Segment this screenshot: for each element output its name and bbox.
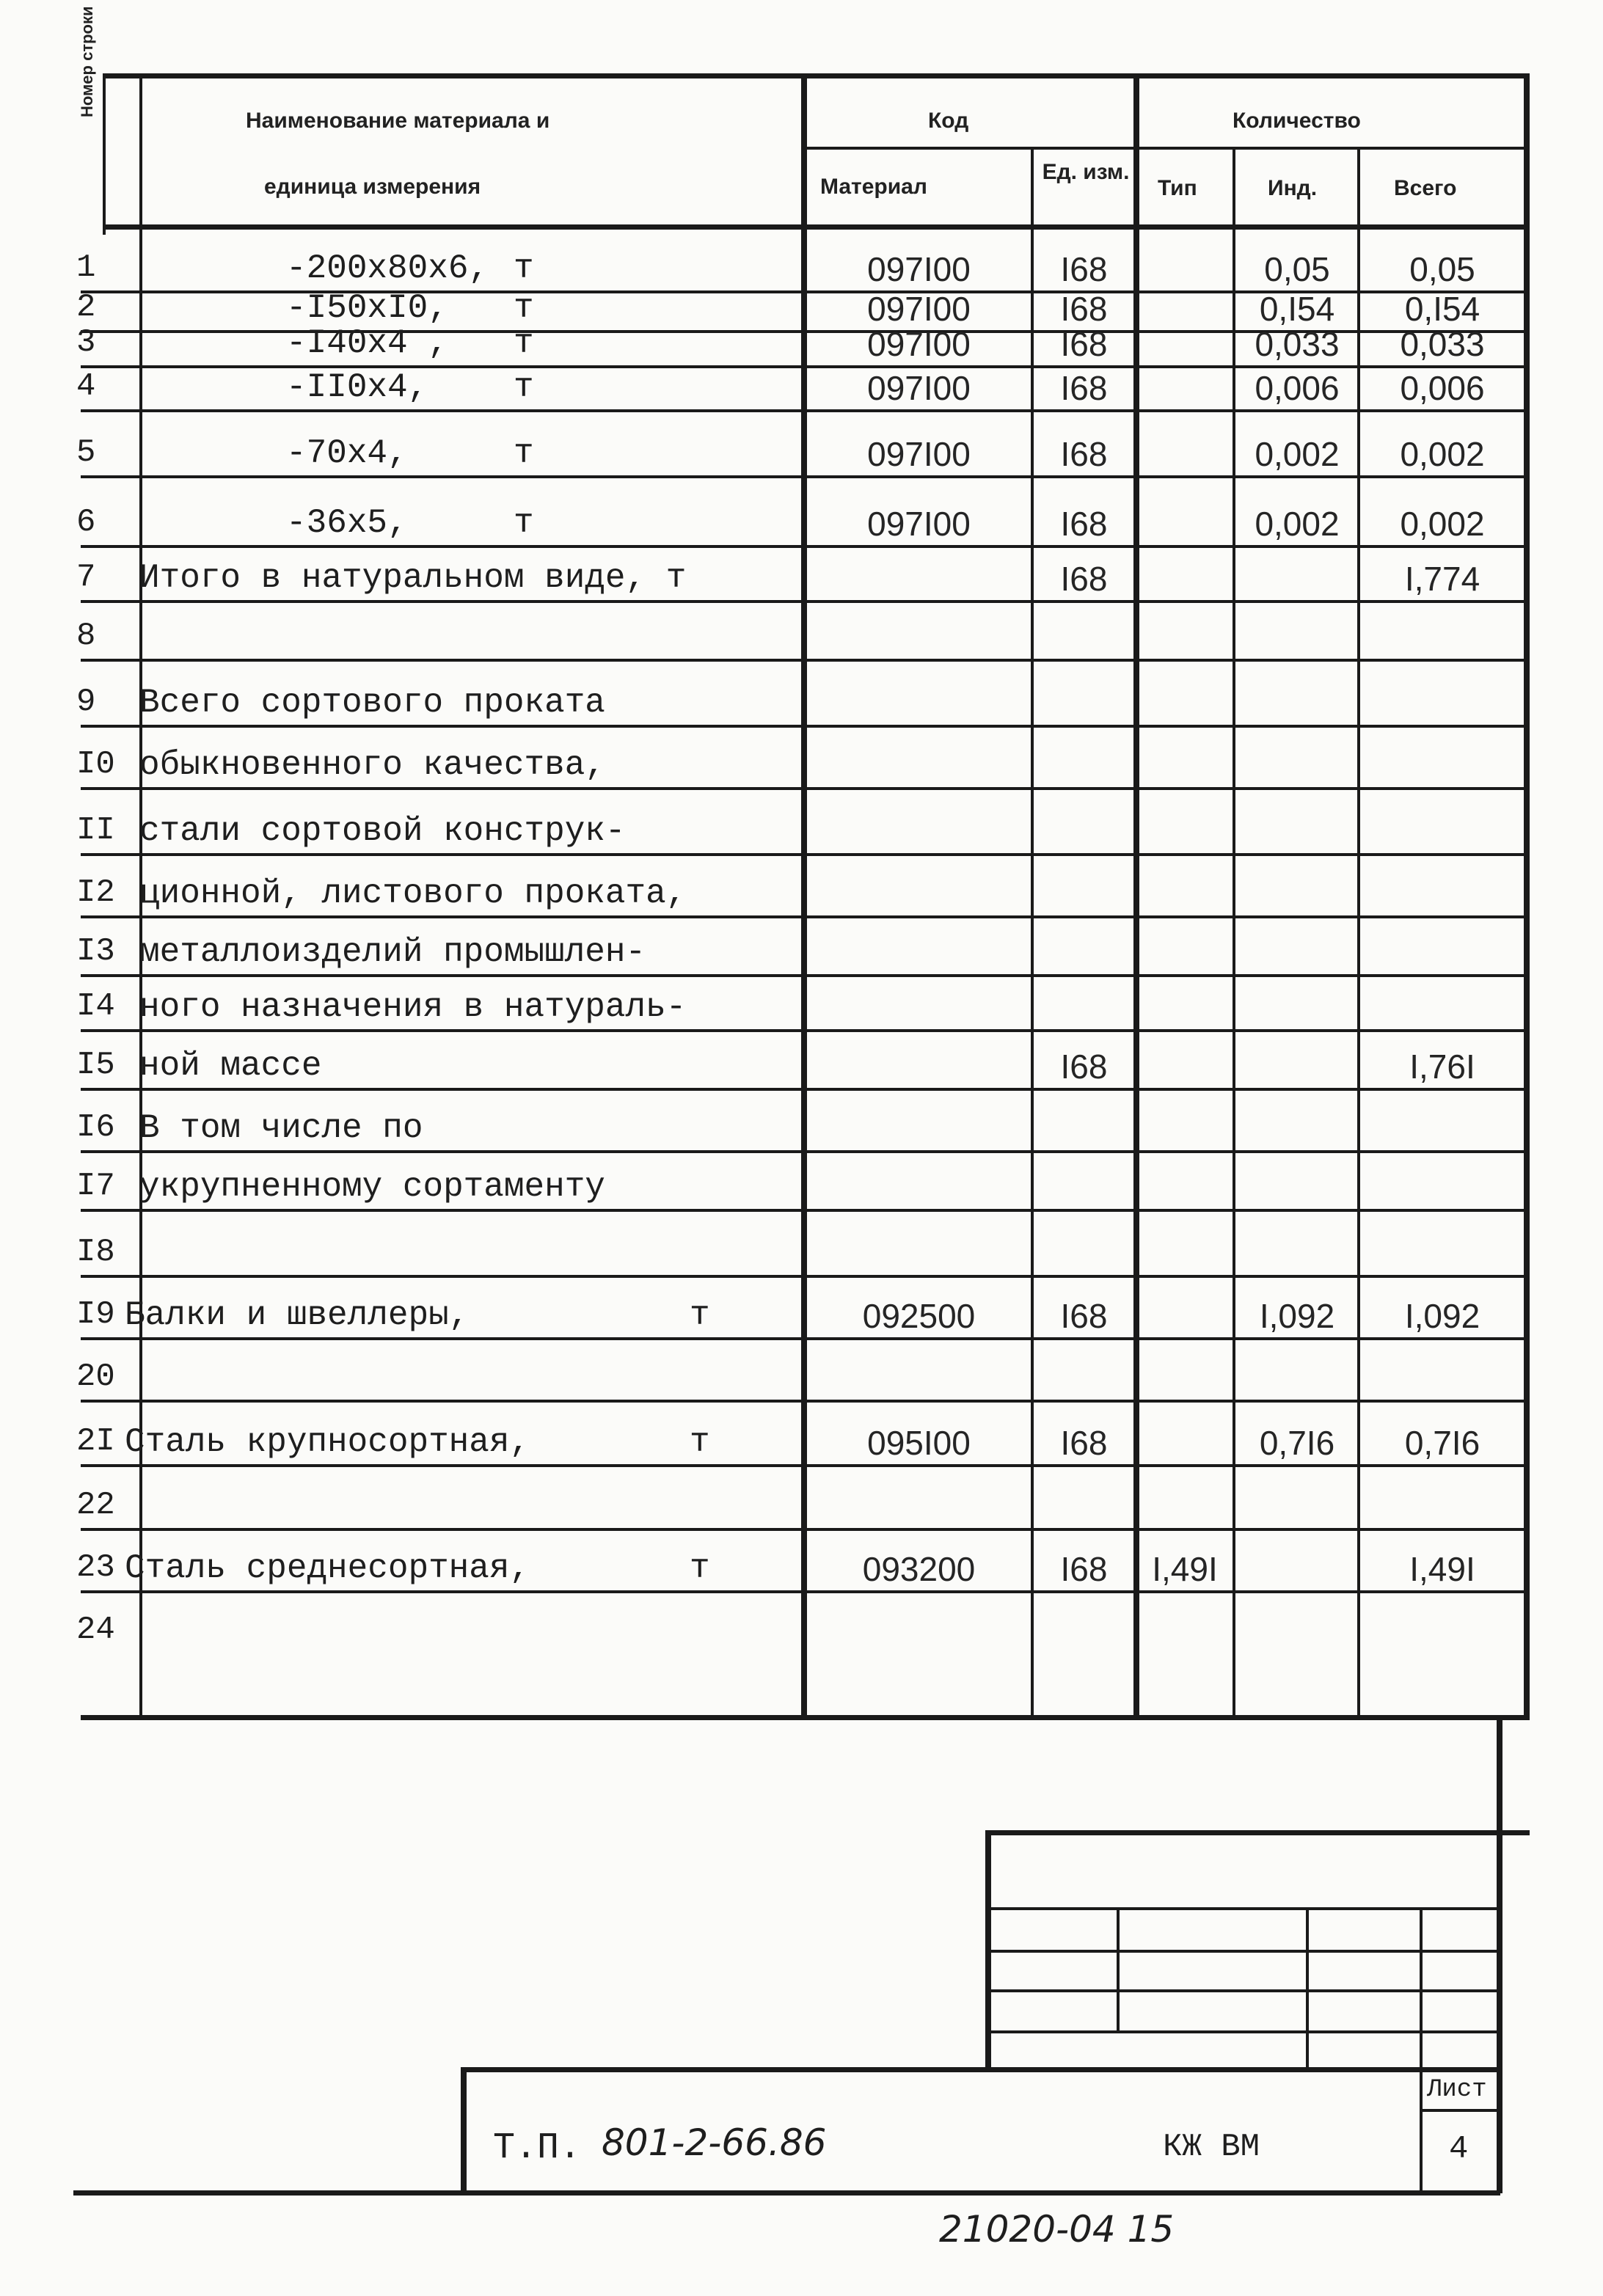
unit-code: I68	[1060, 1424, 1108, 1462]
material-name: Всего сортового проката	[139, 684, 605, 722]
unit-code: I68	[1060, 325, 1108, 363]
qty-total: 0,I54	[1404, 290, 1480, 328]
qty-total-header: Всего	[1394, 176, 1457, 200]
qty-ind: 0,033	[1255, 325, 1340, 363]
row-number: 5	[76, 434, 96, 471]
material-code: 093200	[862, 1550, 976, 1588]
qty-type-header: Тип	[1158, 176, 1197, 200]
qty-total: 0,05	[1409, 250, 1475, 288]
row-number: I5	[76, 1047, 115, 1083]
row-number: 23	[76, 1549, 115, 1586]
row-number: II	[76, 812, 115, 849]
material-name: Сталь среднесортная,	[125, 1549, 530, 1587]
material-name: -I50xI0,	[286, 289, 448, 327]
inventory-number: 21020-04 15	[939, 2208, 1175, 2251]
material-name: -70x4,	[286, 434, 408, 472]
material-name: -200x80x6,	[286, 249, 489, 288]
material-code: 097I00	[867, 325, 971, 363]
row-number: I3	[76, 933, 115, 970]
qty-total: I,49I	[1409, 1550, 1475, 1588]
material-code: 097I00	[867, 435, 971, 473]
row-number: I8	[76, 1234, 115, 1271]
material-name: металлоизделий промышлен-	[139, 933, 646, 971]
material-name: ционной, листового проката,	[139, 874, 687, 913]
unit-code: I68	[1060, 1048, 1108, 1086]
unit-code: I68	[1060, 435, 1108, 473]
code-group-header: Код	[928, 109, 969, 133]
qty-ind: 0,002	[1255, 435, 1340, 473]
material-code: 092500	[862, 1297, 976, 1335]
material-code: 095I00	[867, 1424, 971, 1462]
name-header-line2: единица измерения	[264, 175, 481, 199]
qty-ind: 0,006	[1255, 369, 1340, 407]
row-number: 24	[76, 1612, 115, 1648]
material-name: -36x5,	[286, 504, 408, 542]
material-name: ного назначения в натураль-	[139, 988, 687, 1026]
row-number: 6	[76, 504, 96, 541]
material-name: -I40x4 ,	[286, 324, 448, 362]
material-code: 097I00	[867, 505, 971, 543]
row-number: 1	[76, 249, 96, 286]
qty-total: 0,006	[1400, 369, 1485, 407]
measure-unit: т	[690, 1423, 710, 1461]
measure-unit: т	[514, 368, 534, 406]
code-material-header: Материал	[820, 175, 927, 199]
row-number: 22	[76, 1487, 115, 1524]
material-code: 097I00	[867, 369, 971, 407]
qty-total: I,774	[1404, 560, 1480, 598]
row-number: I7	[76, 1168, 115, 1204]
qty-ind: I,092	[1259, 1297, 1335, 1335]
qty-type: I,49I	[1152, 1550, 1218, 1588]
code-unit-header: Ед. изм.	[1042, 160, 1130, 184]
project-prefix: Т.П.	[493, 2127, 582, 2169]
qty-ind: 0,002	[1255, 505, 1340, 543]
qty-total: 0,7I6	[1404, 1424, 1480, 1462]
row-number: 9	[76, 684, 96, 720]
row-number: 2I	[76, 1423, 115, 1460]
row-number-header: Номер строки	[78, 6, 96, 117]
qty-total: 0,002	[1400, 435, 1485, 473]
unit-code: I68	[1060, 1550, 1108, 1588]
material-name: -II0x4,	[286, 368, 428, 406]
unit-code: I68	[1060, 369, 1108, 407]
measure-unit: т	[690, 1296, 710, 1334]
row-number: I2	[76, 874, 115, 911]
material-name: ной массе	[139, 1047, 322, 1085]
material-code: 097I00	[867, 290, 971, 328]
material-name: Балки и швеллеры,	[125, 1296, 470, 1334]
material-code: 097I00	[867, 250, 971, 288]
unit-code: I68	[1060, 250, 1108, 288]
unit-code: I68	[1060, 290, 1108, 328]
material-name: В том числе по	[139, 1109, 423, 1147]
qty-total: I,092	[1404, 1297, 1480, 1335]
qty-ind: 0,I54	[1259, 290, 1335, 328]
row-number: I0	[76, 746, 115, 783]
row-number: I9	[76, 1296, 115, 1333]
qty-total: 0,002	[1400, 505, 1485, 543]
row-number: 3	[76, 324, 96, 361]
measure-unit: т	[690, 1549, 710, 1587]
row-number: 20	[76, 1359, 115, 1395]
unit-code: I68	[1060, 1297, 1108, 1335]
material-name: обыкновенного качества,	[139, 746, 605, 784]
measure-unit: т	[514, 434, 534, 472]
row-number: 7	[76, 559, 96, 596]
measure-unit: т	[514, 504, 534, 542]
unit-code: I68	[1060, 505, 1108, 543]
qty-group-header: Количество	[1233, 109, 1361, 133]
name-header-line1: Наименование материала и	[246, 109, 550, 133]
sheet-number: 4	[1449, 2131, 1469, 2168]
unit-code: I68	[1060, 560, 1108, 598]
project-number: 801-2-66.86	[602, 2121, 827, 2164]
measure-unit: т	[514, 289, 534, 327]
row-number: I6	[76, 1109, 115, 1146]
row-number: I4	[76, 988, 115, 1025]
row-number: 2	[76, 289, 96, 326]
material-name: укрупненному сортаменту	[139, 1168, 605, 1206]
measure-unit: т	[514, 249, 534, 288]
qty-total: I,76I	[1409, 1048, 1475, 1086]
qty-ind-header: Инд.	[1268, 176, 1318, 200]
material-name: Сталь крупносортная,	[125, 1423, 530, 1461]
qty-total: 0,033	[1400, 325, 1485, 363]
document-code: КЖ ВМ	[1163, 2129, 1260, 2165]
qty-ind: 0,05	[1264, 250, 1330, 288]
row-number: 8	[76, 618, 96, 654]
qty-ind: 0,7I6	[1259, 1424, 1335, 1462]
row-number: 4	[76, 368, 96, 405]
material-name: Итого в натуральном виде, т	[139, 559, 687, 597]
sheet-label: Лист	[1427, 2076, 1487, 2104]
material-name: стали сортовой конструк-	[139, 812, 626, 850]
measure-unit: т	[514, 324, 534, 362]
